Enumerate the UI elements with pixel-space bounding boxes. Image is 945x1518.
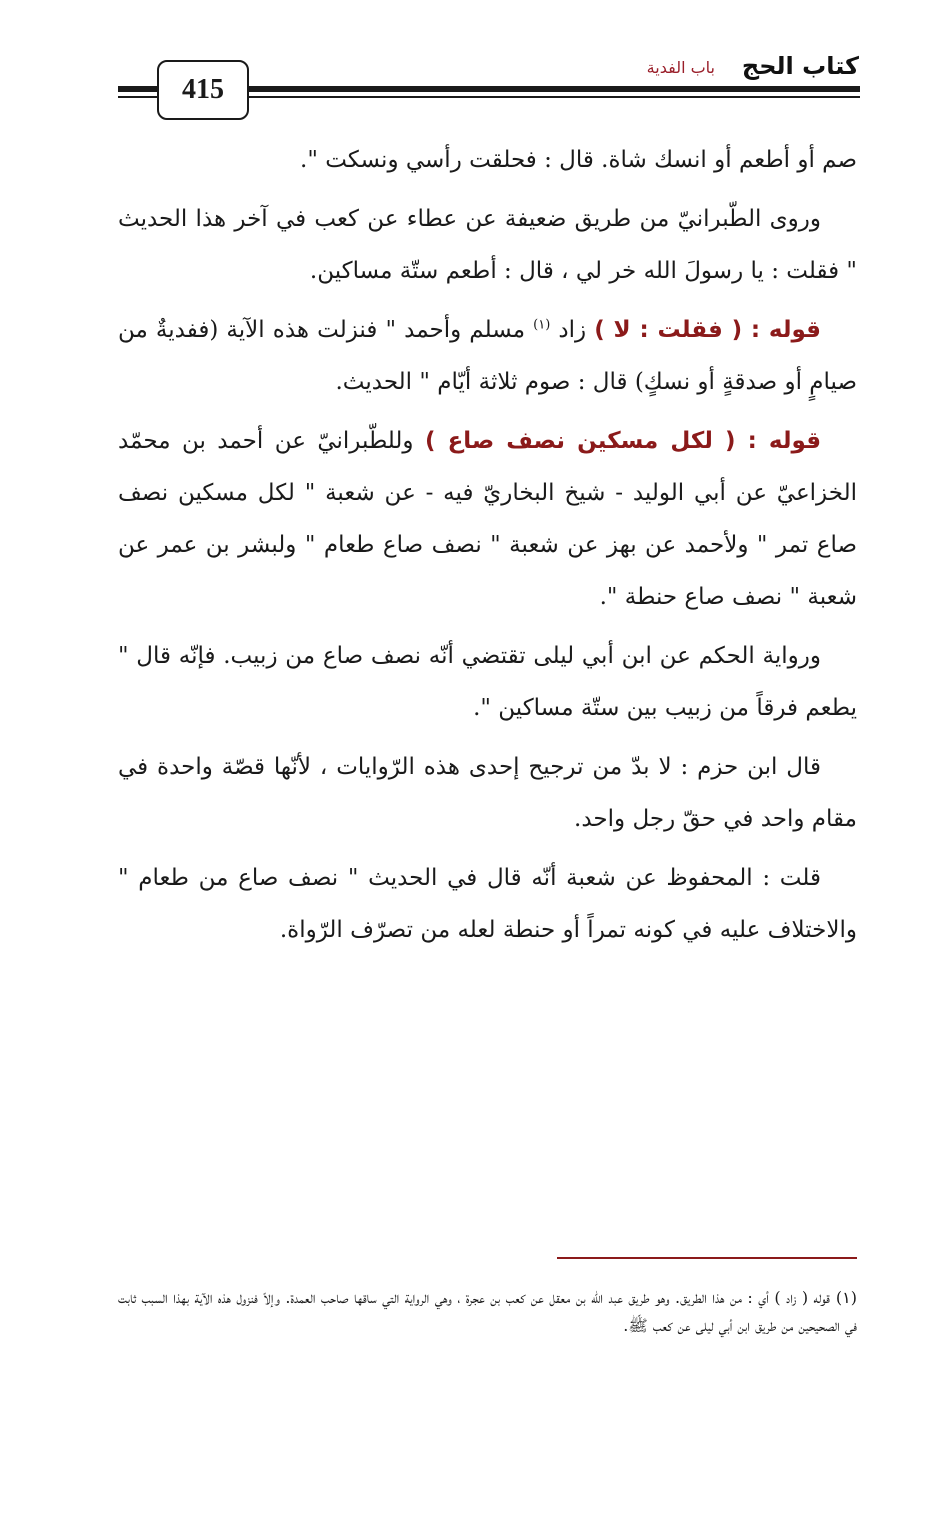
page-number: 415	[157, 60, 249, 120]
paragraph-3	[118, 304, 857, 408]
paragraph-4-text: وللطّبرانيّ عن أحمد بن محمّد الخزاعيّ عن أبي الوليد - شيخ البخاريّ فيه - عن شعبة " لكل مسكين نصف صاع تمر " ولأحمد عن بهز عن شعبة " نصف صاع طعام " ولبشر بن عمر عن شعبة " نصف صاع حنطة ".	[118, 428, 857, 610]
footnote-separator	[557, 1257, 857, 1259]
paragraph-3-text-a: زاد	[550, 317, 595, 343]
footnotes	[118, 1284, 857, 1340]
footnote-item	[118, 1284, 857, 1340]
paragraph-5: ورواية الحكم عن ابن أبي ليلى تقتضي أنّه نصف صاع من زبيب. فإنّه قال " يطعم فرقاً من زبيب بين ستّة مساكين ".	[118, 643, 857, 721]
paragraph-7: قلت : المحفوظ عن شعبة أنّه قال في الحديث " نصف صاع من طعام " والاختلاف عليه في كونه تمراً أو حنطة لعله من تصرّف الرّواة.	[118, 865, 857, 943]
footnote-ref: (١)	[533, 317, 551, 333]
quoted-phrase: قوله : ( فقلت : لا )	[594, 317, 821, 343]
quoted-phrase: قوله : ( لكل مسكين نصف صاع )	[424, 428, 822, 454]
book-title: كتاب الحج	[741, 52, 859, 80]
page-header	[0, 0, 945, 130]
paragraph-3-text-b: مسلم وأحمد " فنزلت هذه الآية (ففديةٌ من صيامٍ أو صدقةٍ أو نسكٍ) قال : صوم ثلاثة أيّام " الحديث.	[118, 317, 857, 395]
paragraph-6: قال ابن حزم : لا بدّ من ترجيح إحدى هذه الرّوايات ، لأنّها قصّة واحدة في مقام واحد في حقّ رجل واحد.	[118, 754, 857, 832]
chapter-title: باب الفدية	[646, 58, 715, 77]
footnote-text: قوله ( زاد ) أي : من هذا الطريق. وهو طريق عبد الله بن معقل عن كعب بن عجرة ، وهي الرواية التي ساقها صاحب العمدة. وإلاّ فنزول هذه الآية بهذا السبب ثابت في الصحيحين من طريق ابن أبي ليلى عن كعب ﷺ.	[118, 1288, 857, 1335]
paragraph-2: وروى الطّبرانيّ من طريق ضعيفة عن عطاء عن كعب في آخر هذا الحديث " فقلت : يا رسولَ الله خر لي ، قال : أطعم ستّة مساكين.	[118, 206, 857, 284]
paragraph-4	[118, 415, 857, 623]
paragraph-1: صم أو أطعم أو انسك شاة. قال : فحلقت رأسي ونسكت ".	[300, 147, 857, 173]
footnote-number: (١)	[835, 1288, 857, 1307]
main-text	[118, 134, 857, 963]
